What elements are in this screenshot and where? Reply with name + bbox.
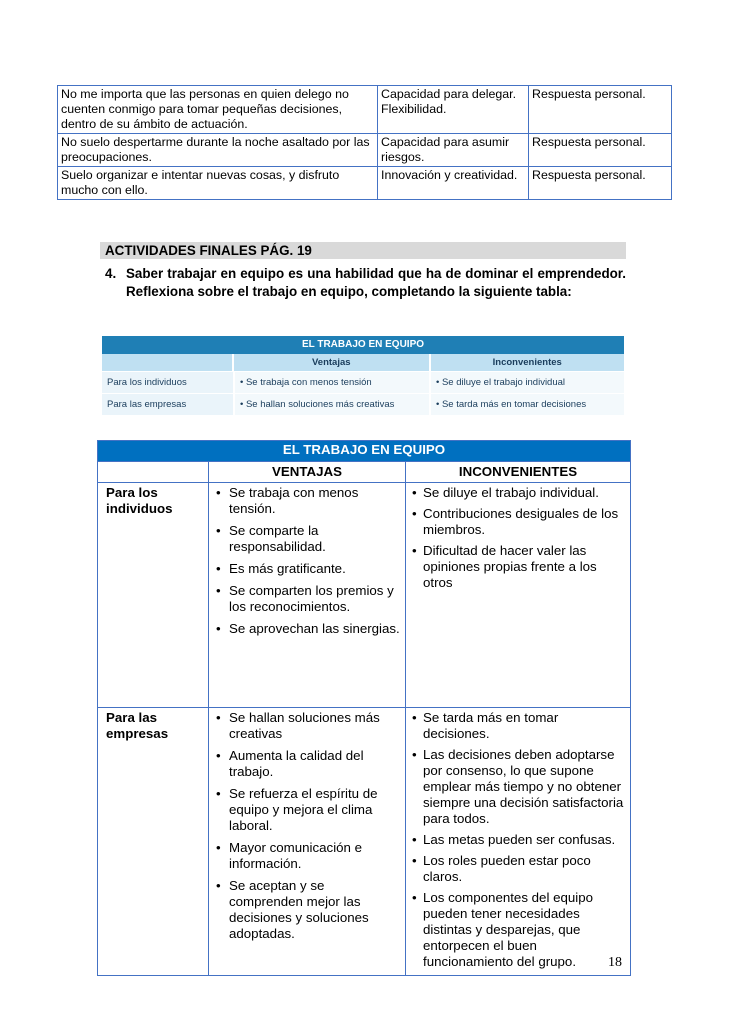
list-item: • Se tarda más en tomar decisiones. — [411, 710, 628, 742]
row-label: Para las empresas — [98, 708, 209, 976]
list-item: • Se hallan soluciones más creativas — [213, 710, 401, 742]
statement-cell: No suelo despertarme durante la noche asaltado por las preocupaciones. — [58, 134, 378, 167]
question-text: Saber trabajar en equipo es una habilidad que ha de dominar el emprendedor. Reflexiona sobre el trabajo en equipo, completando la siguiente tabla: — [126, 266, 626, 299]
table-row — [58, 167, 672, 200]
answer-cell: Respuesta personal. — [529, 86, 672, 134]
question-4 — [105, 265, 626, 300]
list-item: • Los componentes del equipo pueden tener necesidades distintas y desparejas, que entorpecen el buen funcionamiento del grupo. — [411, 890, 628, 970]
statement-cell: Suelo organizar e intentar nuevas cosas, y disfruto mucho con ello. — [58, 167, 378, 200]
list-item: • Dificultad de hacer valer las opiniones propias frente a los otros — [411, 543, 628, 591]
ventajas-list — [213, 710, 401, 942]
list-item: • Se aprovechan las sinergias. — [213, 621, 401, 637]
list-item: • Los roles pueden estar poco claros. — [411, 853, 628, 885]
list-item: • Se refuerza el espíritu de equipo y mejora el clima laboral. — [213, 786, 401, 834]
answer-cell: Respuesta personal. — [529, 134, 672, 167]
table-row — [58, 86, 672, 134]
inconvenientes-list — [411, 710, 628, 970]
table-row — [98, 483, 631, 708]
teamwork-table-header — [98, 462, 631, 483]
statement-cell: No me importa que las personas en quien delego no cuenten conmigo para tomar pequeñas decisiones, dentro de su ámbito de actuación. — [58, 86, 378, 134]
table-row — [58, 134, 672, 167]
capacity-cell: Innovación y creatividad. — [378, 167, 529, 200]
book-row-label: Para las empresas — [102, 394, 233, 415]
list-item: • Es más gratificante. — [213, 561, 401, 577]
teamwork-table-title: EL TRABAJO EN EQUIPO — [98, 441, 631, 462]
list-item: • Se comparte la responsabilidad. — [213, 523, 401, 555]
col-ventajas: VENTAJAS — [209, 462, 406, 483]
book-table-image — [102, 336, 624, 416]
list-item: • Mayor comunicación e información. — [213, 840, 401, 872]
book-row-ventaja: • Se hallan soluciones más creativas — [233, 394, 429, 415]
list-item: • Las decisiones deben adoptarse por consenso, lo que supone emplear más tiempo y no obtener siempre una decisión satisfactoria para todos. — [411, 747, 628, 827]
ventajas-list — [213, 485, 401, 637]
list-item: • Las metas pueden ser confusas. — [411, 832, 628, 848]
page-number: 18 — [608, 955, 622, 970]
activities-heading: ACTIVIDADES FINALES PÁG. 19 — [100, 242, 626, 259]
book-table-title: EL TRABAJO EN EQUIPO — [102, 336, 624, 354]
inconvenientes-list — [411, 485, 628, 591]
book-row-label: Para los individuos — [102, 372, 233, 393]
list-item: • Aumenta la calidad del trabajo. — [213, 748, 401, 780]
col-inconvenientes: INCONVENIENTES — [406, 462, 631, 483]
list-item: • Se diluye el trabajo individual. — [411, 485, 628, 501]
capacity-cell: Capacidad para asumir riesgos. — [378, 134, 529, 167]
list-item: • Contribuciones desiguales de los miembros. — [411, 506, 628, 538]
list-item: • Se trabaja con menos tensión. — [213, 485, 401, 517]
teamwork-table — [97, 440, 631, 976]
book-table-header — [102, 354, 624, 371]
question-number: 4. — [105, 266, 117, 281]
teamwork-table-title-row — [98, 441, 631, 462]
book-col-ventajas: Ventajas — [232, 354, 429, 371]
book-table-row — [102, 393, 624, 415]
book-row-ventaja: • Se trabaja con menos tensión — [233, 372, 429, 393]
book-row-inconveniente: • Se diluye el trabajo individual — [429, 372, 624, 393]
list-item: • Se comparten los premios y los reconocimientos. — [213, 583, 401, 615]
row-label: Para los individuos — [98, 483, 209, 708]
book-table-row — [102, 371, 624, 393]
book-col-inconvenientes: Inconvenientes — [429, 354, 625, 371]
self-assessment-table — [57, 85, 672, 200]
capacity-cell: Capacidad para delegar. Flexibilidad. — [378, 86, 529, 134]
list-item: • Se aceptan y se comprenden mejor las decisiones y soluciones adoptadas. — [213, 878, 401, 942]
answer-cell: Respuesta personal. — [529, 167, 672, 200]
book-row-inconveniente: • Se tarda más en tomar decisiones — [429, 394, 624, 415]
table-row — [98, 708, 631, 976]
